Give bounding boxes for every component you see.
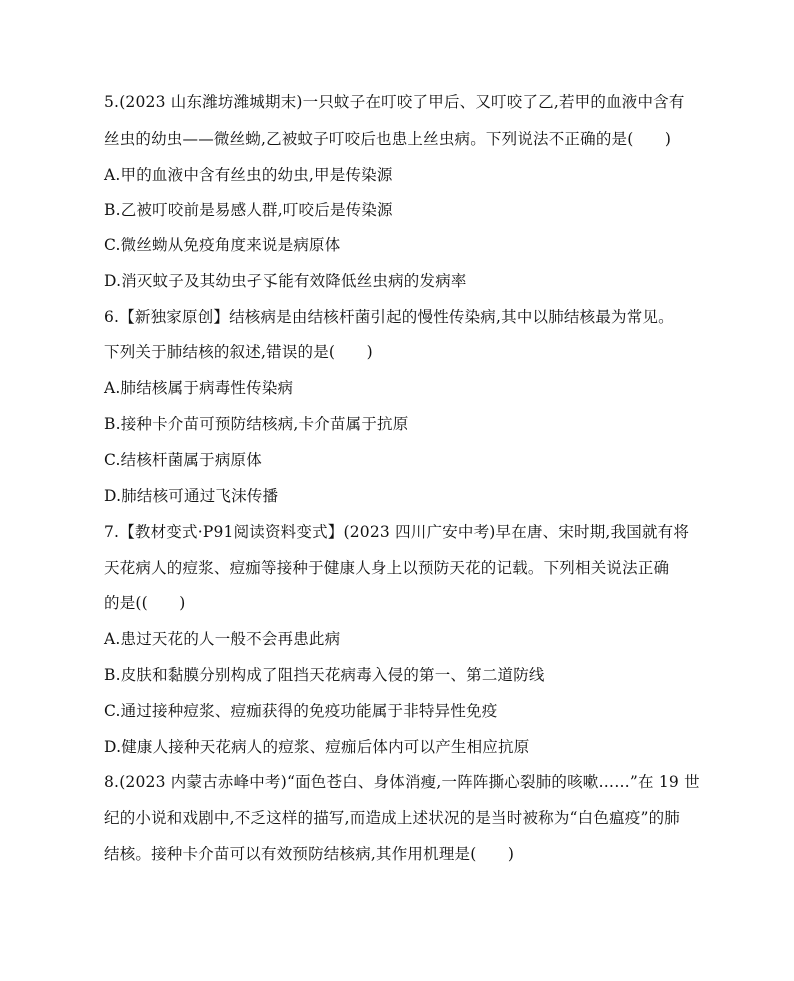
question-6-stem-line-1: 6.【新独家原创】结核病是由结核杆菌引起的慢性传染病,其中以肺结核最为常见。 (104, 308, 674, 326)
question-6-stem-line-2: 下列关于肺结核的叙述,错误的是( ) (104, 343, 373, 361)
question-7-option-c: C.通过接种痘浆、痘痂获得的免疫功能属于非特异性免疫 (104, 702, 498, 720)
question-8-stem-line-2: 纪的小说和戏剧中,不乏这样的描写,而造成上述状况的是当时被称为“白色瘟疫”的肺 (104, 809, 681, 827)
question-7-option-b: B.皮肤和黏膜分别构成了阻挡天花病毒入侵的第一、第二道防线 (104, 666, 545, 684)
question-7-stem-line-2: 天花病人的痘浆、痘痂等接种于健康人身上以预防天花的记载。下列相关说法正确 (104, 559, 670, 577)
question-5-option-c: C.微丝蚴从免疫角度来说是病原体 (104, 236, 341, 254)
question-5-stem-line-2: 丝虫的幼虫——微丝蚴,乙被蚊子叮咬后也患上丝虫病。下列说法不正确的是( ) (104, 130, 672, 148)
question-7-stem-line-3: 的是(( ) (104, 594, 186, 612)
question-6-option-a: A.肺结核属于病毒性传染病 (104, 379, 294, 397)
question-5-option-a: A.甲的血液中含有丝虫的幼虫,甲是传染源 (104, 166, 393, 184)
question-6-option-b: B.接种卡介苗可预防结核病,卡介苗属于抗原 (104, 415, 409, 433)
question-7-option-d: D.健康人接种天花病人的痘浆、痘痂后体内可以产生相应抗原 (104, 738, 530, 756)
question-8-stem-line-3: 结核。接种卡介苗可以有效预防结核病,其作用机理是( ) (104, 845, 515, 863)
question-5-option-d: D.消灭蚊子及其幼虫孑孓能有效降低丝虫病的发病率 (104, 272, 467, 290)
question-5-stem-line-1: 5.(2023 山东潍坊潍城期末)一只蚊子在叮咬了甲后、又叮咬了乙,若甲的血液中含有 (104, 93, 685, 111)
question-8-stem-line-1: 8.(2023 内蒙古赤峰中考)“面色苍白、身体消瘦,一阵阵撕心裂肺的咳嗽……”在 19 世 (104, 773, 700, 791)
question-6-option-d: D.肺结核可通过飞沫传播 (104, 487, 279, 505)
question-7-stem-line-1: 7.【教材变式·P91阅读资料变式】(2023 四川广安中考)早在唐、宋时期,我国就有将 (104, 523, 690, 541)
question-5-option-b: B.乙被叮咬前是易感人群,叮咬后是传染源 (104, 201, 393, 219)
question-6-option-c: C.结核杆菌属于病原体 (104, 451, 262, 469)
question-7-option-a: A.患过天花的人一般不会再患此病 (104, 630, 341, 648)
